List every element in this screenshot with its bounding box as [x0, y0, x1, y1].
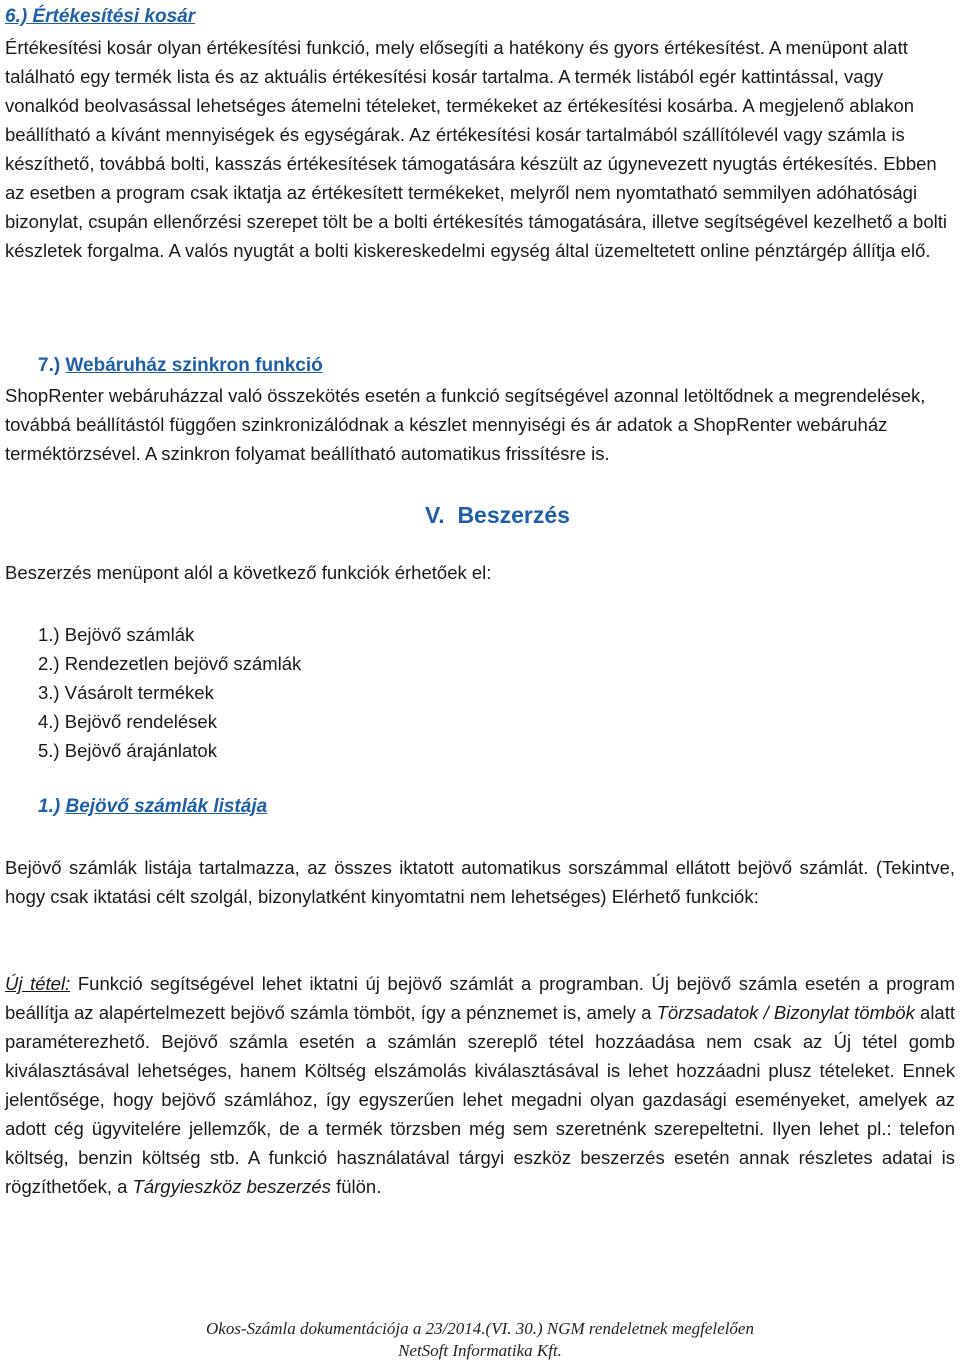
new-item-label: Új tétel: [5, 973, 71, 994]
section-7-heading [38, 355, 323, 377]
section-6-heading [5, 6, 195, 28]
function-list [38, 620, 301, 765]
list-item: 2.) Rendezetlen bejövő számlák [38, 653, 302, 674]
new-item-text-a: Funkció segítségével lehet iktatni új bejövő számlát a programban. Új bejövő számla esetén a program beállítja az alapértelmezett bejövő számla tömböt, így a pénznemet is, amely a [5, 973, 955, 1023]
page-footer [0, 1318, 960, 1362]
italic-menu-path: Törzsadatok / Bizonylat tömbök [656, 1002, 915, 1023]
subsection-1-heading [38, 796, 267, 818]
subsection-1-number: 1.) [38, 796, 61, 817]
subsection-1-new-item-paragraph [5, 969, 955, 1201]
footer-line-1: Okos-Számla dokumentációja a 23/2014.(VI. 30.) NGM rendeletnek megfelelően [206, 1319, 754, 1338]
section-6-heading-text: 6.) Értékesítési kosár [5, 6, 196, 27]
subsection-1-intro: Bejövő számlák listája tartalmazza, az összes iktatott automatikus sorszámmal ellátott bejövő számlát. (Tekintve, hogy csak iktatási célt szolgál, bizonylatként kinyomtatni nem lehetséges) Elérhető funkciók: [5, 857, 955, 907]
chapter-heading [0, 502, 960, 529]
section-6-body: Értékesítési kosár olyan értékesítési funkció, mely elősegíti a hatékony és gyors értékesítést. A menüpont alatt található egy termék lista és az aktuális értékesítési kosár tartalma. A termék listából egér kattintással, vagy vonalkód beolvasással lehetséges átemelni tételeket, termékeket az értékesítési kosárba. A megjelenő ablakon beállítható a kívánt mennyiségek és egységárak. Az értékesítési kosár tartalmából szállítólevél vagy számla is készíthető, továbbá bolti, kasszás értékesítések támogatására készült az úgynevezett nyugtás értékesítés. Ebben az esetben a program csak iktatja az értékesített termékeket, melyről nem nyomtatható semmilyen adóhatósági bizonylat, csupán ellenőrzési szerepet tölt be a bolti értékesítés támogatására, illetve segítségével kezelhető a bolti készletek forgalma. A valós nyugtát a bolti kiskereskedelmi egység által üzemeltetett online pénztárgép állítja elő. [5, 37, 947, 261]
new-item-text-c: fülön. [330, 1176, 382, 1197]
list-item: 3.) Vásárolt termékek [38, 682, 214, 703]
new-item-text-b: alatt paraméterezhető. Bejövő számla esetén a számlán szereplő tétel hozzáadása nem csak az Új tétel gomb kiválasztásával lehetséges, hanem Költség elszámolás kiválasztásával is lehet hozzáadni plusz tételeket. Ennek jelentősége, hogy bejövő számlához, így egyszerűen lehet megadni olyan gazdasági eseményeket, amelyek az adott cég ügyvitelére jellemzők, de a termék törzsben még sem szeretnénk szerepeltetni. Ilyen lehet pl.: telefon költség, benzin költség stb. A funkció használatával tárgyi eszköz beszerzés esetén annak részletes adatai is rögzíthetőek, a [5, 1002, 956, 1197]
chapter-number: V. [425, 502, 445, 528]
section-7-body: ShopRenter webáruházzal való összekötés esetén a funkció segítségével azonnal letöltődnek a megrendelések, továbbá beállítástól függően szinkronizálódnak a készlet mennyiségi és ár adatok a ShopRenter webáruház terméktörzsével. A szinkron folyamat beállítható automatikus frissítésre is. [5, 385, 926, 464]
chapter-title: Beszerzés [457, 502, 570, 528]
list-item: 4.) Bejövő rendelések [38, 711, 217, 732]
section-7-number: 7.) [38, 355, 61, 376]
footer-line-2: NetSoft Informatika Kft. [398, 1341, 562, 1360]
intro-text: Beszerzés menüpont alól a következő funkciók érhetőek el: [5, 562, 492, 583]
list-item: 1.) Bejövő számlák [38, 624, 195, 645]
subsection-1-title: Bejövő számlák listája [65, 796, 268, 817]
section-7-title: Webáruház szinkron funkció [65, 355, 323, 376]
italic-tab-name: Tárgyieszköz beszerzés [132, 1176, 331, 1197]
list-item: 5.) Bejövő árajánlatok [38, 740, 217, 761]
